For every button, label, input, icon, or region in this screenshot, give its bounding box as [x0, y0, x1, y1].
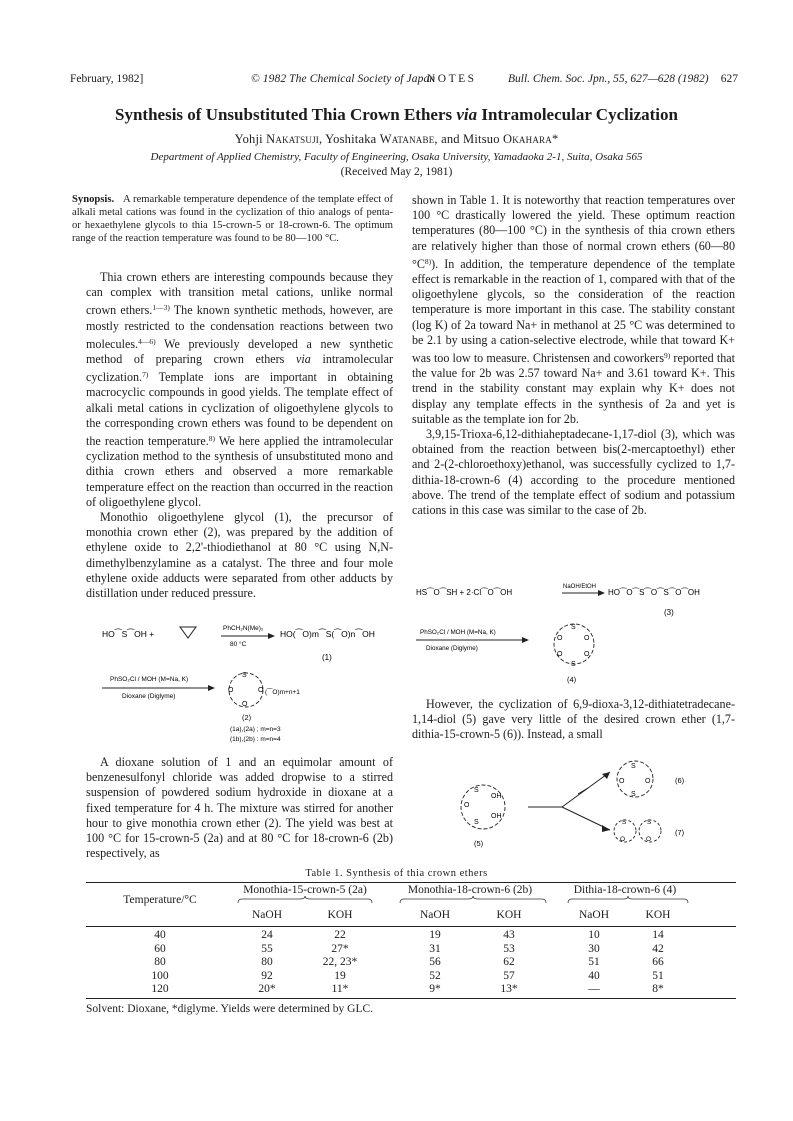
- table-cell-yield: 62: [503, 956, 515, 968]
- table-header-rule: [86, 926, 736, 927]
- article-title: Synthesis of Unsubstituted Thia Crown Ethers via Intramolecular Cyclization: [115, 105, 678, 124]
- svg-text:S: S: [242, 672, 247, 679]
- scheme4-solvent: Dioxane (Diglyme): [426, 645, 478, 652]
- table-cell-yield: 22: [334, 929, 346, 941]
- svg-text:S: S: [631, 791, 636, 798]
- table-sub-naoh-2b: NaOH: [419, 909, 451, 921]
- table-footnote: Solvent: Dioxane, *diglyme. Yields were determined by GLC.: [86, 1003, 374, 1015]
- compound-2-label: (2): [242, 713, 252, 722]
- table-cell-yield: 31: [429, 942, 441, 955]
- table-header-temperature: Temperature/°C: [123, 894, 197, 906]
- svg-text:S: S: [571, 661, 576, 668]
- synopsis-label: Synopsis.: [72, 194, 115, 205]
- scheme3-product: HO⁀O⁀S⁀O⁀S⁀O⁀OH: [608, 588, 700, 597]
- table-cell-yield: 56: [429, 956, 441, 968]
- svg-text:O: O: [584, 651, 590, 658]
- author-list: Yohji Nakatsuji, Yoshitaka Watanabe, and Mitsuo Okahara*: [234, 132, 559, 146]
- table-sub-naoh-4: NaOH: [578, 909, 610, 921]
- table-caption: Table 1. Synthesis of thia crown ethers: [305, 868, 488, 879]
- compound-2a-def: (1a),(2a) ; m=n=3: [230, 726, 281, 733]
- table-cell-yield: 51: [652, 969, 664, 982]
- table-cell-yield: 8*: [652, 983, 664, 995]
- compound-1-label: (1): [322, 653, 332, 662]
- table-cell-temperature: 60: [154, 942, 166, 955]
- table-cell-yield: 53: [503, 942, 515, 955]
- paragraph-cyclization: A dioxane solution of 1 and an equimolar amount of benzenesulfonyl chloride was added dropwise to a stirred suspension of powdered sodium hydroxide in dioxane at a fixed temperature for 4 h. The mixture was stirred for another hour to give monothia crown ether (2). The yield was best at 100 °C for 15-crown-5 (2a) and at 80 °C for 18-crown-6 (2b) respectively, as: [86, 755, 393, 861]
- scheme4-reagent: PhSO₂Cl / MOH (M=Na, K): [420, 629, 496, 636]
- received-date: (Received May 2, 1981): [340, 166, 453, 178]
- scheme1-product: HO(⁀O)m⁀S(⁀O)n⁀OH: [280, 629, 375, 639]
- table-cell-yield: 22, 23*: [322, 956, 358, 968]
- compound-2b-def: (1b),(2b) : m=n=4: [230, 736, 281, 743]
- synopsis-text: A remarkable temperature dependence of the template effect of alkali metal cations was found in the cyclization of thio analogs of penta- or hexaethylene glycols to thia 15-crown-5 or 18-crown-6. The optimum range of the reaction temperature was found to be 80—100 °C.: [72, 194, 394, 245]
- paragraph-monothio: Monothio oligoethylene glycol (1), the precursor of monothia crown ether (2), was prepared by the addition of ethylene oxide to 2,2'-thiodiethanol at 80 °C using N,N-dimethylbenzylamine as a catalyst. The three and four mole ethylene oxide adducts were separated from other adducts by distillation under reduced pressure.: [86, 510, 393, 601]
- synopsis: [72, 193, 393, 245]
- header-copyright: © 1982 The Chemical Society of Japan: [251, 73, 436, 85]
- compound-5-label: (5): [474, 839, 484, 848]
- svg-text:O: O: [619, 778, 625, 785]
- table-cell-yield: 27*: [331, 942, 349, 955]
- table-cell-yield: —: [588, 983, 600, 995]
- svg-text:S: S: [474, 787, 479, 794]
- header-journal: Bull. Chem. Soc. Jpn., 55, 627—628 (1982): [508, 73, 709, 85]
- table-cell-yield: 9*: [429, 983, 441, 995]
- table-cell-temperature: 80: [154, 956, 166, 968]
- svg-text:O: O: [646, 836, 652, 843]
- header-page-number: 627: [720, 73, 738, 85]
- right-column-body: [412, 193, 735, 518]
- table-cell-yield: 14: [652, 929, 664, 941]
- table-cell-yield: 30: [588, 942, 600, 955]
- compound-4-label: (4): [567, 675, 577, 684]
- ethylene-oxide-icon: [180, 627, 196, 638]
- svg-text:O: O: [557, 635, 563, 642]
- svg-text:S: S: [571, 624, 576, 631]
- scheme1-temp: 80 °C: [230, 641, 247, 648]
- paragraph-intro: Thia crown ethers are interesting compounds because they can complex with transition metal cations, unlike normal crown ethers.$^{1—3)}$ The known synthetic methods, however, are mostly restricted to the condensation reactions between two molecules.$^{4—6)}$ We previously developed a new synthetic method of preparing crown ethers via intramolecular cyclization.$^{7)}$ Template ions are important in obtaining macrocyclic compounds in good yields. The template effect of alkali metal cations in cyclization of oligoethylene glycols to the corresponding crown ethers was found to be dependent on the reaction temperature.$^{8)}$ We here applied the intramolecular cyclization method to the synthesis of unsubstituted mono and dithia crown ethers and observed a more remarkable temperature effect on the reaction than occurred in the reaction of oligoethylene glycol.: [86, 270, 393, 509]
- table-cell-temperature: 40: [154, 929, 166, 941]
- paragraph-table-discussion: shown in Table 1. It is noteworthy that reaction temperatures over 100 °C drastically lowered the yield. These optimum reaction temperatures (80—100 °C) in the synthesis of thia crown ethers are relatively higher than those of normal crown ethers (60—80 $^\circ C^{8)}$). In addition, the temperature dependence of the template effect is remarkable in the reaction of 1, compared with that of the oligoethylene glycols, so the consideration of the reaction temperature is more important in this case. The stability constant (log K) of 2a toward Na+ in methanol at 25 °C was determined to be 2.1 by using a cation-selective electrode, while that toward K+ was too low to measure. Christensen and coworkers$^{9)}$ reported that the value for 2b was 2.57 toward Na+ and 3.61 toward K+. This trend in the stability constant may explain why K+ does not display any template effects in the synthesis of 2a and yet is suitable as the template ion for 2b.: [412, 193, 735, 426]
- compound-7-label: (7): [675, 828, 685, 837]
- scheme2-solvent: Dioxane (Diglyme): [122, 693, 176, 700]
- left-column-body-2: [86, 755, 393, 861]
- svg-text:O: O: [557, 651, 563, 658]
- table-cell-yield: 57: [503, 969, 515, 982]
- table-sub-koh-2a: KOH: [327, 909, 353, 921]
- paragraph-dithia: 3,9,15-Trioxa-6,12-dithiaheptadecane-1,17-diol (3), which was obtained from the reaction between bis(2-mercaptoethyl) ether and 2-(2-chloroethoxy)ethanol, was successfully cyclized to 1,7-dithia-18-crown-6 (4) according to the procedure mentioned above. The trend of the template effect of sodium and potassium cations in this case was similar to the case of 2b.: [412, 427, 735, 518]
- table-cell-yield: 10: [588, 929, 600, 941]
- scheme3-reagent: NaOH/EtOH: [563, 584, 597, 590]
- table-top-rule: [86, 882, 736, 883]
- table-cell-yield: 80: [261, 956, 273, 968]
- scheme-3: [450, 752, 740, 862]
- table-cell-temperature: 100: [151, 969, 169, 982]
- table-cell-yield: 19: [429, 929, 441, 941]
- table-cell-yield: 19: [334, 969, 346, 982]
- right-column-body-2: [412, 697, 735, 743]
- table-group-4: Dithia-18-crown-6 (4): [573, 884, 677, 896]
- table-group-2b: Monothia-18-crown-6 (2b): [407, 884, 533, 896]
- running-header: [70, 73, 738, 89]
- table-cell-yield: 52: [429, 969, 441, 982]
- table-cell-yield: 13*: [500, 983, 518, 995]
- table-cell-yield: 66: [652, 956, 664, 968]
- scheme1-catalyst: PhCH₂N(Me)₂: [223, 625, 264, 632]
- svg-text:O: O: [228, 687, 234, 694]
- scheme-2: [412, 578, 738, 690]
- table-group-2a: Monothia-15-crown-5 (2a): [243, 884, 367, 896]
- header-date: February, 1982]: [70, 73, 144, 85]
- svg-text:S: S: [647, 819, 652, 826]
- table-cell-yield: 20*: [258, 983, 276, 995]
- scheme1-reactants: HO⁀S⁀OH +: [102, 629, 155, 639]
- svg-text:S: S: [474, 819, 479, 826]
- header-section: NOTES: [427, 73, 477, 85]
- table-bottom-rule: [86, 998, 736, 999]
- scheme2-ring-size: (⁀O)m+n+1: [265, 689, 300, 696]
- table-cell-yield: 24: [261, 929, 273, 941]
- cross-mark-icon: [578, 788, 588, 794]
- svg-text:O: O: [258, 687, 264, 694]
- affiliation: Department of Applied Chemistry, Faculty of Engineering, Osaka University, Yamadaoka 2-1, Suita, Osaka 565: [150, 151, 643, 163]
- left-column-body: [86, 270, 393, 601]
- table-cell-yield: 55: [261, 942, 273, 955]
- paragraph-failed-cyclization: However, the cyclization of 6,9-dioxa-3,12-dithiatetradecane-1,14-diol (5) gave very little of the desired crown ether (1,7-dithia-15-crown-5 (6)). Instead, a small: [412, 697, 735, 742]
- scheme-1: [100, 618, 400, 748]
- svg-text:O: O: [645, 778, 651, 785]
- compound-3-label: (3): [664, 608, 674, 617]
- table-cell-yield: 42: [652, 942, 664, 955]
- table-sub-naoh-2a: NaOH: [251, 909, 283, 921]
- table-sub-koh-4: KOH: [645, 909, 671, 921]
- svg-text:O: O: [464, 802, 470, 809]
- table-sub-koh-2b: KOH: [496, 909, 522, 921]
- scheme2-reagent: PhSO₂Cl / MOH (M=Na, K): [110, 676, 189, 683]
- svg-text:OH: OH: [491, 793, 502, 800]
- table-cell-yield: 40: [588, 969, 600, 982]
- svg-text:S: S: [631, 763, 636, 770]
- svg-text:OH: OH: [491, 813, 502, 820]
- table-cell-yield: 92: [261, 969, 273, 982]
- svg-text:O: O: [242, 701, 248, 708]
- table-group-braces: [232, 896, 702, 904]
- compound-6-label: (6): [675, 776, 685, 785]
- table-cell-temperature: 120: [151, 983, 169, 995]
- table-cell-yield: 51: [588, 956, 600, 968]
- scheme3-reactants: HS⁀O⁀SH + 2·Cl⁀O⁀OH: [416, 588, 513, 597]
- table-cell-yield: 43: [503, 929, 515, 941]
- svg-text:O: O: [620, 836, 626, 843]
- svg-text:S: S: [622, 819, 627, 826]
- svg-text:O: O: [584, 635, 590, 642]
- table-cell-yield: 11*: [331, 983, 349, 995]
